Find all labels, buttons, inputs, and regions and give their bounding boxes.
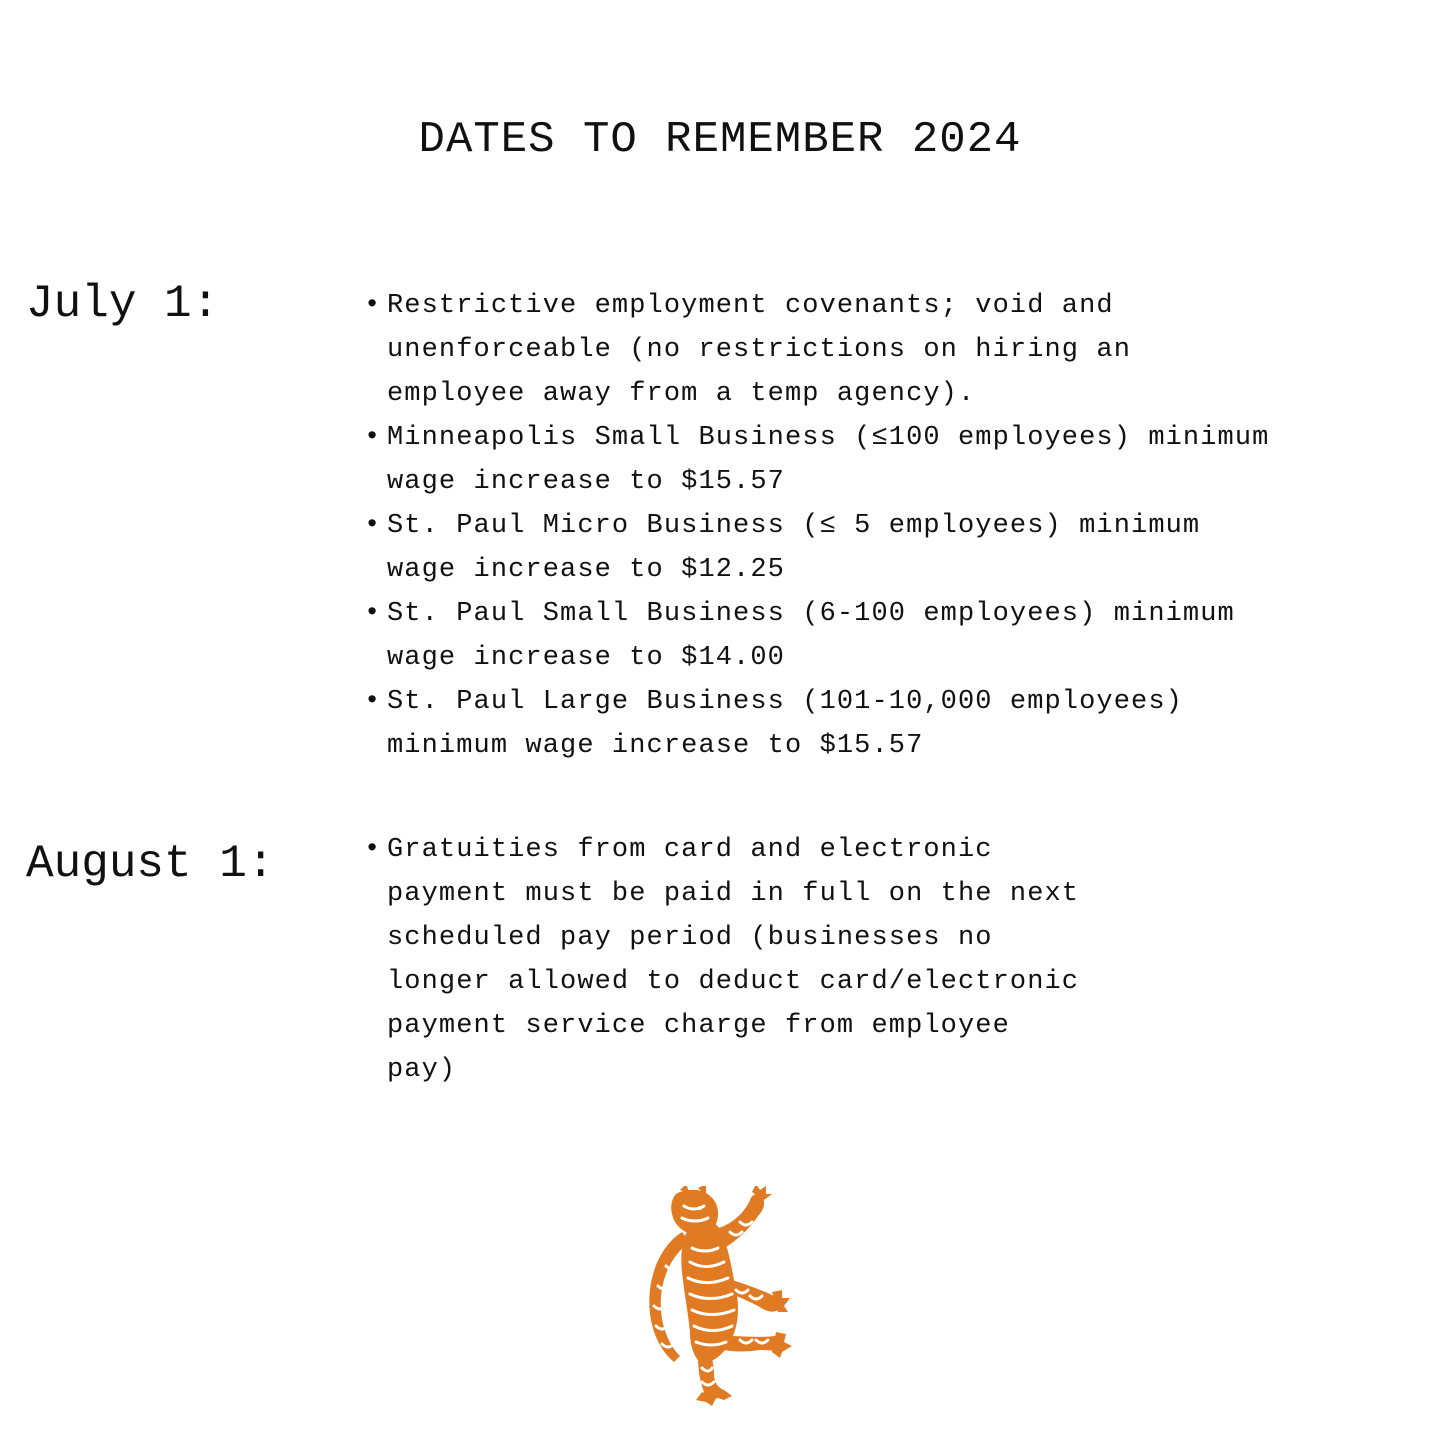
- list-item: [362, 284, 1402, 416]
- list-item-text: St. Paul Large Business (101-10,000 employees) minimum wage increase to $15.57: [387, 687, 1183, 761]
- list-item: [362, 680, 1402, 768]
- bullet-icon: •: [364, 687, 382, 717]
- list-item: [362, 416, 1402, 504]
- list-item-text: Minneapolis Small Business (≤100 employees) minimum wage increase to $15.57: [387, 423, 1270, 497]
- bullet-list-july: [362, 284, 1402, 768]
- bullet-list-august: [362, 828, 1402, 1092]
- bullet-icon: •: [364, 423, 382, 453]
- bullet-icon: •: [364, 511, 382, 541]
- list-item: [362, 504, 1402, 592]
- list-item-text: St. Paul Micro Business (≤ 5 employees) minimum wage increase to $12.25: [387, 511, 1201, 585]
- list-item: [362, 828, 1402, 1092]
- date-label-july: July 1:: [26, 278, 220, 330]
- list-item: [362, 592, 1402, 680]
- bullet-icon: •: [364, 835, 382, 865]
- bullet-icon: •: [364, 291, 382, 321]
- date-label-august: August 1:: [26, 838, 275, 890]
- bullet-icon: •: [364, 599, 382, 629]
- list-item-text: St. Paul Small Business (6-100 employees) minimum wage increase to $14.00: [387, 599, 1235, 673]
- page-title: DATES TO REMEMBER 2024: [418, 115, 1022, 165]
- rampant-tiger-icon: [640, 1186, 800, 1406]
- list-item-text: Gratuities from card and electronic payment must be paid in full on the next scheduled pay period (businesses no longer allowed to deduct card/electronic payment service charge from employee pay): [387, 835, 1080, 1085]
- list-item-text: Restrictive employment covenants; void and unenforceable (no restrictions on hiring an employee away from a temp agency).: [387, 291, 1132, 409]
